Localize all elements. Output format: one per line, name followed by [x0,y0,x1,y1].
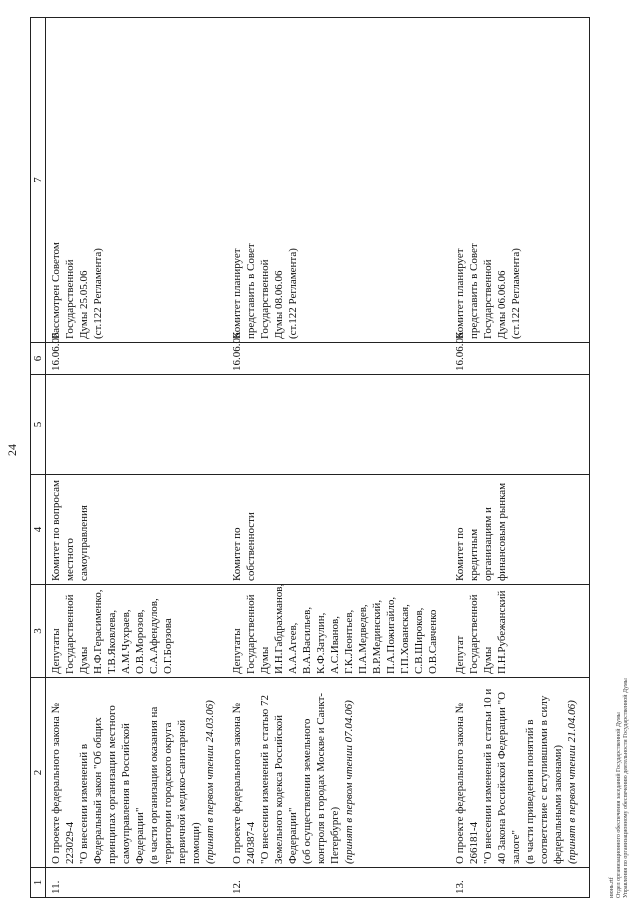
column-5-cell [227,375,450,475]
committee-name: Комитет по кредитным организациям и финансовым рынкам [454,482,508,581]
date-value: 16.06.06 [231,332,243,371]
committee-name: Комитет по собственности [231,512,257,581]
column-header: 2 [31,678,46,868]
page-number: 24 [5,444,19,456]
author-name: А.С.Иванов, [329,616,341,674]
authors-cell [227,585,450,678]
note-line: Думы 08.06.06 [273,270,285,339]
author-name: С.В.Широков, [413,607,425,674]
author-name: А.М.Чухраев, [120,609,132,674]
author-name: И.Н.Габдрахманов, [273,583,285,674]
table-row [227,18,450,898]
bill-title-cell [227,678,450,868]
column-header: 7 [31,18,46,343]
authors-cell [46,585,228,678]
bill-number: О проекте федерального закона № 223029-4 [50,703,76,864]
date-cell [450,332,590,375]
note-line: представить в Совет [468,243,480,339]
column-header: 5 [31,375,46,475]
committee-cell [46,475,228,585]
bill-title-cell [46,678,228,868]
bill-reading-status: (принят в первом чтении 21.04.06) [566,700,578,864]
author-name: П.А.Медведев, [357,604,369,674]
note-line: Государственной [259,259,271,339]
bill-name: "О внесении изменений в статью 72 Земельного кодекса Российской Федерации" [259,695,299,864]
note-line: Государственной [64,259,76,339]
table-row [46,18,228,898]
note-line: Комитет планирует [231,248,243,339]
table-row [450,18,590,898]
note-line: Государственной [482,259,494,339]
bill-name: "О внесении изменений в Федеральный закон "Об общих принципах организации местного самоуправления в Российской Федерации" [78,705,146,864]
authors-heading: Депутат [454,635,466,674]
note-cell [450,18,590,343]
column-header: 6 [31,343,46,375]
authors-heading: Государственной [245,594,257,674]
committee-cell [450,475,590,585]
bill-number: О проекте федерального закона № 266181-4 [454,703,480,864]
author-name: С.А.Афендулов, [148,598,160,674]
authors-heading: Депутаты [231,628,243,674]
committee-cell [227,475,450,585]
note-line: Комитет планирует [454,248,466,339]
author-name: Г.К.Леонтьев, [343,609,355,674]
note-line: (ст.122 Регламента) [287,248,299,339]
author-name: О.В.Савченко [427,609,439,674]
author-name: Т.В.Яковлева, [106,609,118,674]
date-cell [46,332,228,375]
authors-heading: Депутаты [50,628,62,674]
column-header: 1 [31,868,46,898]
column-5-cell [450,375,590,475]
author-name: В.А.Васильев, [301,606,313,674]
author-name: Г.П.Хованская, [399,604,411,674]
footer-department: Отдел организационного обеспечения заседаний Государственной Думы [616,712,622,898]
note-line: (ст.122 Регламента) [510,248,522,339]
bill-subject: (об осуществлении земельного контроля в городах Москве и Санкт-Петербурге) [301,692,341,864]
author-name: К.Ф.Затулин, [315,612,327,674]
column-header: 3 [31,585,46,678]
author-name: В.Р.Мединский, [371,599,383,674]
note-line: Думы 25.05.06 [78,270,90,339]
date-cell [227,332,450,375]
footer-directorate: Управления по организационному обеспечению деятельности Государственной Думы [623,678,629,898]
note-cell [227,18,450,343]
author-name: Н.Ф.Герасименко, [92,589,104,674]
author-name: А.А.Агеев, [287,622,299,674]
note-line: Рассмотрен Советом [50,242,62,339]
row-number: 13. [454,880,466,894]
note-cell [46,18,228,343]
author-name: П.Н.Рубежанский [496,590,508,674]
bill-name: "О внесении изменений в статьи 10 и 40 Закона Российской Федерации "О залоге" [482,688,522,864]
bill-reading-status: (принят в первом чтении 24.03.06) [204,700,216,864]
footer-file-name: июнь.rtf [609,877,615,898]
table-header-row [31,18,46,898]
date-value: 16.06.06 [454,332,466,371]
row-number: 12. [231,880,243,894]
author-name: О.В.Морозов, [134,609,146,674]
note-line: Думы 06.06.06 [496,270,508,339]
column-5-cell [46,375,228,475]
author-name: П.А.Пожигайло, [385,596,397,674]
authors-heading: Думы [78,646,90,674]
column-header: 4 [31,475,46,585]
date-value: 16.06.06 [50,332,62,371]
bills-table [30,17,590,898]
row-number-cell [227,868,450,898]
committee-name: Комитет по вопросам местного самоуправления [50,480,90,581]
row-number: 11. [50,880,62,894]
bill-subject: (в части приведения понятий в соответствие с вступившими в силу федеральными законами) [524,695,564,864]
bill-number: О проекте федерального закона № 240387-4 [231,703,257,864]
row-number-cell [46,868,228,898]
author-name: О.Г.Борзова [162,618,174,674]
bill-title-cell [450,678,590,868]
note-line: (ст.122 Регламента) [92,248,104,339]
row-number-cell [450,868,590,898]
authors-heading: Государственной [468,594,480,674]
authors-heading: Государственной [64,594,76,674]
bill-subject: (в части организации оказания на территории городского округа первичной медико-санитарной помощи) [148,706,202,864]
note-line: представить в Совет [245,243,257,339]
document-footer [609,678,630,898]
authors-heading: Думы [482,646,494,674]
authors-cell [450,585,590,678]
authors-heading: Думы [259,646,271,674]
bill-reading-status: (принят в первом чтении 07.04.06) [343,700,355,864]
